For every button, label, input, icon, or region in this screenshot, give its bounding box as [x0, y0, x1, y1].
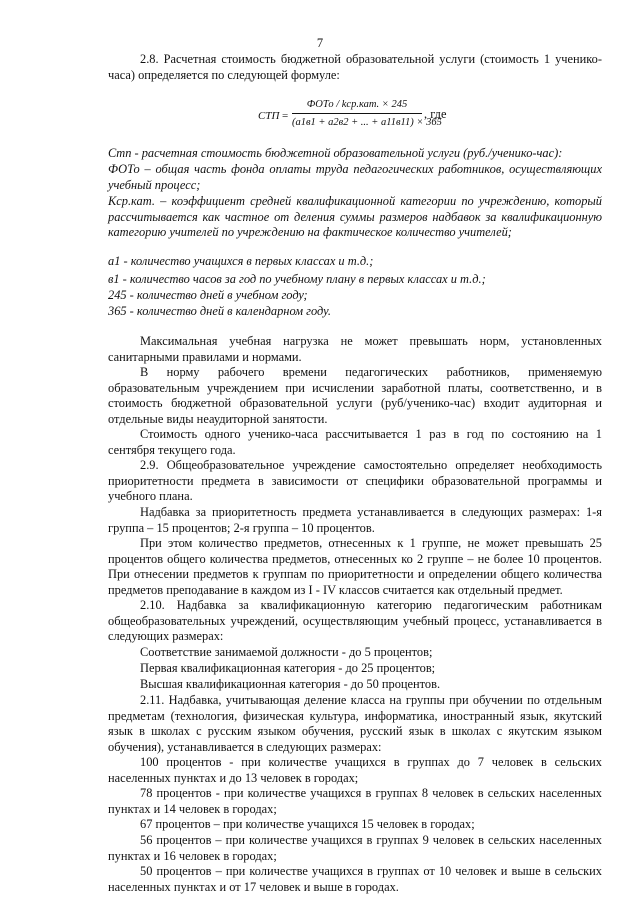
page-number: 7: [316, 36, 324, 50]
formula-lhs: CТП: [258, 110, 280, 122]
definition-v1: в1 - количество часов за год по учебному плану в первых классах и т.д.;: [108, 272, 486, 286]
group-rate-100: 100 процентов - при количестве учащихся в группах до 7 человек в сельских населенных пунктах и до 13 человек в городах;: [108, 755, 602, 785]
group-rate-67: 67 процентов – при количестве учащихся 15 человек в городах;: [140, 817, 475, 831]
paragraph-priority-bonus: Надбавка за приоритетность предмета устанавливается в следующих размерах: 1-я группа – 15 процентов; 2-я группа – 10 процентов.: [108, 505, 602, 535]
definition-245: 245 - количество дней в учебном году;: [108, 288, 308, 302]
group-rate-78: 78 процентов - при количестве учащихся в группах 8 человек в сельских населенных пунктах и 14 человек в городах;: [108, 786, 602, 816]
definition-cost: Cтп - расчетная стоимость бюджетной образовательной услуги (руб./ученико-час):: [108, 146, 563, 160]
definition-ksr: Kср.кат. – коэффициент средней квалификационной категории по учреждению, который рассчитывается как частное от деления суммы размеров надбавок за квалификационную категорию учителей по учреждению на фактическое количество учителей;: [108, 194, 602, 240]
group-rate-56: 56 процентов – при количестве учащихся в группах 9 человек в сельских населенных пунктах и 16 человек в городах;: [108, 833, 602, 863]
section-2-8-heading: 2.8. Расчетная стоимость бюджетной образовательной услуги (стоимость 1 ученико-часа) определяется по следующей формуле:: [108, 52, 602, 82]
formula-tail: , где: [424, 107, 447, 121]
formula-numerator: ФОТо / kср.кат. × 245: [306, 99, 408, 110]
category-item-2: Первая квалификационная категория - до 25 процентов;: [140, 661, 436, 675]
definition-fot: ФОТо – общая часть фонда оплаты труда педагогических работников, осуществляющих учебный процесс;: [108, 162, 602, 192]
paragraph-work-norm: В норму рабочего времени педагогических работников, применяемую образовательным учреждением при исчислении заработной платы, соответственно, и в стоимость бюджетной образовательной услуги (руб/ученико-час) входит аудиторная и отдельные виды неаудиторной занятости.: [108, 365, 602, 426]
paragraph-max-load: Максимальная учебная нагрузка не может превышать норм, установленных санитарными правилами и нормами.: [108, 334, 602, 364]
fraction-bar: [292, 113, 422, 114]
paragraph-priority-limits: При этом количество предметов, отнесенных к 1 группе, не может превышать 25 процентов общего количества предметов, отнесенных ко 2 группе – не более 10 процентов. При отнесении предметов к группам по приоритетности и определении общего количества предметов преподавание в каждом из I - IV классов считается как отдельный предмет.: [108, 536, 602, 597]
category-item-3: Высшая квалификационная категория - до 50 процентов.: [140, 677, 441, 691]
group-rate-50: 50 процентов – при количестве учащихся в группах от 10 человек и выше в сельских населенных пунктах и от 17 человек и выше в городах.: [108, 864, 602, 894]
paragraph-cost-per-hour: Стоимость одного ученико-часа рассчитывается 1 раз в год по состоянию на 1 сентября текущего года.: [108, 427, 602, 457]
category-item-1: Соответствие занимаемой должности - до 5 процентов;: [140, 645, 433, 659]
section-2-9: 2.9. Общеобразовательное учреждение самостоятельно определяет необходимость приоритетности предмета в зависимости от специфики образовательной программы и учебного плана.: [108, 458, 602, 504]
section-2-11: 2.11. Надбавка, учитывающая деление класса на группы при обучении по отдельным предметам (технология, физическая культура, информатика, иностранный язык, якутский язык в школах с русским языком обучения, русский язык в школах с якутским языком обучения), устанавливается в следующих размерах:: [108, 693, 602, 754]
definition-a1: a1 - количество учащихся в первых классах и т.д.;: [108, 254, 374, 268]
section-2-10: 2.10. Надбавка за квалификационную категорию педагогическим работникам общеобразовательных учреждений, осуществляющим учебный процесс, устанавливается в следующих размерах:: [108, 598, 602, 644]
definition-365: 365 - количество дней в календарном году.: [108, 304, 331, 318]
formula-denominator: (a1в1 + a2в2 + ... + a11в11) × 365: [292, 117, 442, 128]
formula-equals: =: [282, 110, 289, 122]
